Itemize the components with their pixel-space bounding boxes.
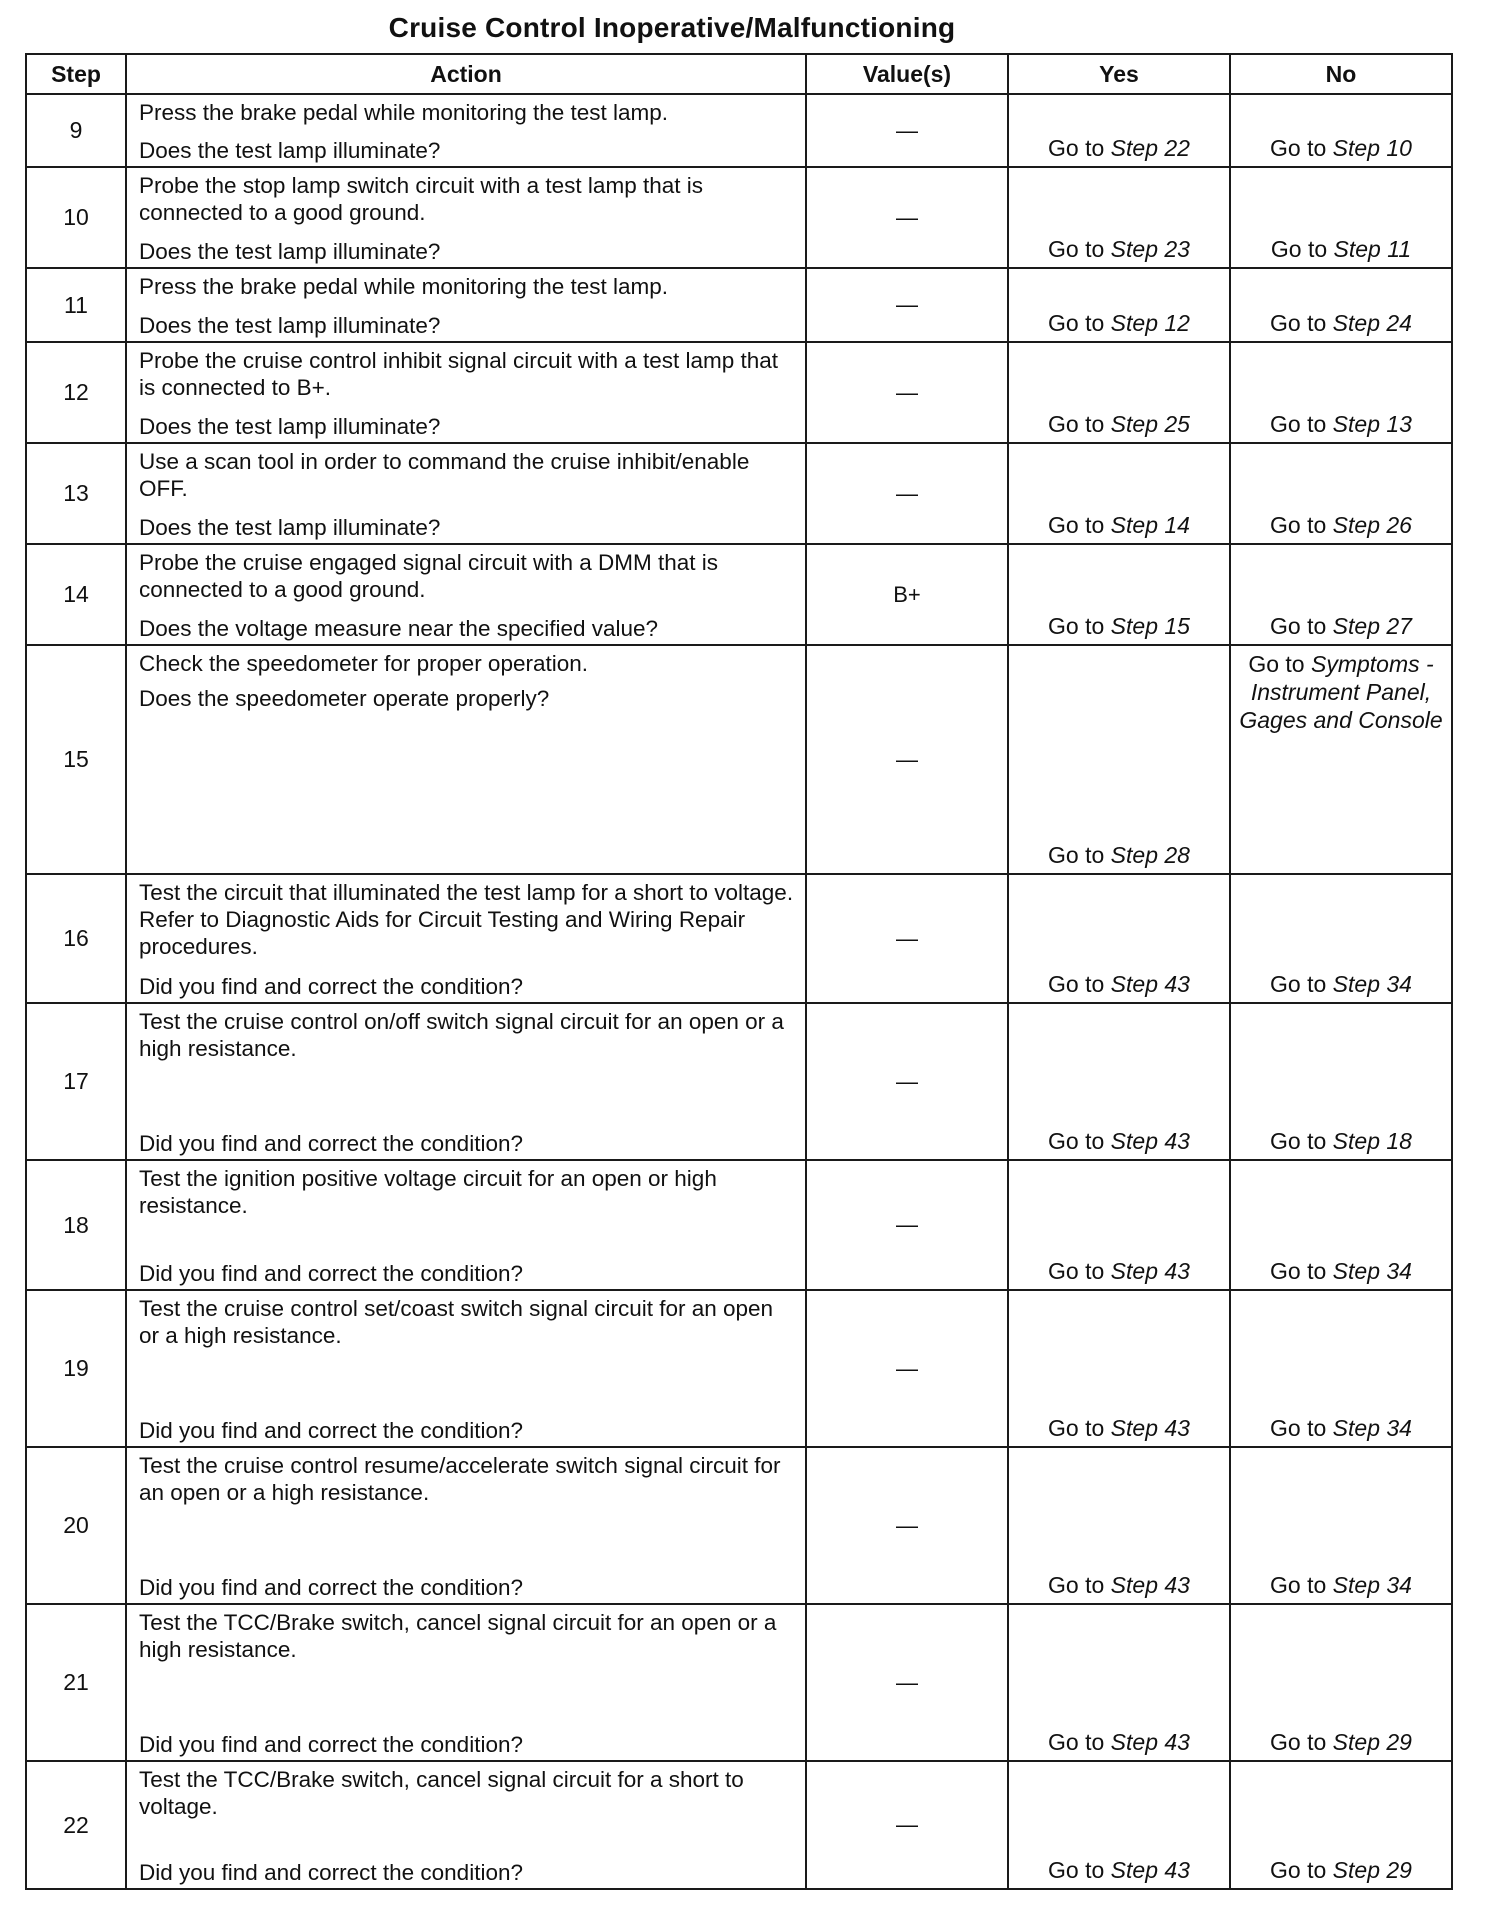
no-step-link[interactable]: Step 29	[1332, 1857, 1412, 1883]
no-step-link[interactable]: Step 10	[1332, 135, 1412, 161]
action-cell	[126, 1761, 806, 1889]
action-cell	[126, 544, 806, 645]
yes-step-link[interactable]: Step 12	[1110, 310, 1190, 336]
yes-step-link[interactable]: Step 14	[1110, 512, 1190, 538]
yes-cell[interactable]: Go to Step 43	[1008, 1447, 1230, 1604]
yes-step-link[interactable]: Step 43	[1110, 1729, 1190, 1755]
value-cell: —	[806, 645, 1008, 874]
value-cell: —	[806, 94, 1008, 167]
yes-cell[interactable]: Go to Step 43	[1008, 1761, 1230, 1889]
action-cell	[126, 1447, 806, 1604]
no-step-link[interactable]: Step 34	[1332, 1572, 1412, 1598]
no-cell[interactable]: Go to Step 29	[1230, 1604, 1452, 1761]
yes-step-link[interactable]: Step 43	[1110, 1258, 1190, 1284]
value-cell: B+	[806, 544, 1008, 645]
action-question: Does the voltage measure near the specified value?	[139, 616, 659, 641]
yes-cell[interactable]: Go to Step 25	[1008, 342, 1230, 443]
action-question: Does the speedometer operate properly?	[139, 686, 550, 711]
yes-cell[interactable]: Go to Step 23	[1008, 167, 1230, 268]
no-cell[interactable]: Go to Step 24	[1230, 268, 1452, 342]
yes-cell[interactable]: Go to Step 43	[1008, 1160, 1230, 1290]
step-number: 20	[26, 1447, 126, 1604]
table-row	[26, 645, 1452, 874]
action-text: Test the TCC/Brake switch, cancel signal circuit for a short to voltage.	[139, 1767, 744, 1819]
table-row	[26, 1761, 1452, 1889]
no-cell[interactable]: Go to Step 34	[1230, 1447, 1452, 1604]
no-step-link[interactable]: Step 26	[1332, 512, 1412, 538]
action-question: Did you find and correct the condition?	[139, 1418, 523, 1443]
table-row	[26, 874, 1452, 1003]
no-cell[interactable]: Go to Step 34	[1230, 1160, 1452, 1290]
yes-step-link[interactable]: Step 25	[1110, 411, 1190, 437]
yes-step-link[interactable]: Step 43	[1110, 1128, 1190, 1154]
yes-step-link[interactable]: Step 43	[1110, 1572, 1190, 1598]
yes-step-link[interactable]: Step 15	[1110, 613, 1190, 639]
yes-step-link[interactable]: Step 43	[1110, 1415, 1190, 1441]
no-step-link[interactable]: Step 34	[1332, 1258, 1412, 1284]
value-cell: —	[806, 268, 1008, 342]
yes-cell[interactable]: Go to Step 12	[1008, 268, 1230, 342]
table-row	[26, 1604, 1452, 1761]
action-cell	[126, 94, 806, 167]
value-cell: —	[806, 874, 1008, 1003]
yes-cell[interactable]: Go to Step 43	[1008, 874, 1230, 1003]
step-number: 11	[26, 268, 126, 342]
no-cell[interactable]: Go to Step 26	[1230, 443, 1452, 544]
value-cell: —	[806, 1160, 1008, 1290]
no-symptoms-link[interactable]: Symptoms - Instrument Panel, Gages and Console	[1239, 651, 1443, 733]
action-question: Does the test lamp illuminate?	[139, 239, 441, 264]
action-cell	[126, 443, 806, 544]
table-row	[26, 1447, 1452, 1604]
action-question: Did you find and correct the condition?	[139, 1860, 523, 1885]
table-row	[26, 443, 1452, 544]
action-question: Did you find and correct the condition?	[139, 1131, 523, 1156]
value-cell: —	[806, 443, 1008, 544]
no-step-link[interactable]: Step 29	[1332, 1729, 1412, 1755]
yes-cell[interactable]: Go to Step 15	[1008, 544, 1230, 645]
no-cell[interactable]: Go to Symptoms - Instrument Panel, Gages and Console	[1230, 645, 1452, 874]
step-number: 18	[26, 1160, 126, 1290]
no-cell[interactable]: Go to Step 18	[1230, 1003, 1452, 1160]
action-text: Press the brake pedal while monitoring the test lamp.	[139, 274, 669, 299]
action-text: Test the cruise control on/off switch signal circuit for an open or a high resistance.	[139, 1009, 784, 1061]
no-cell[interactable]: Go to Step 10	[1230, 94, 1452, 167]
value-cell: —	[806, 1761, 1008, 1889]
yes-cell[interactable]: Go to Step 43	[1008, 1604, 1230, 1761]
yes-cell[interactable]: Go to Step 14	[1008, 443, 1230, 544]
yes-step-link[interactable]: Step 43	[1110, 971, 1190, 997]
table-row	[26, 268, 1452, 342]
no-cell[interactable]: Go to Step 11	[1230, 167, 1452, 268]
action-question: Did you find and correct the condition?	[139, 974, 523, 999]
step-number: 15	[26, 645, 126, 874]
table-row	[26, 1160, 1452, 1290]
table-row	[26, 94, 1452, 167]
action-cell	[126, 1290, 806, 1447]
table-row	[26, 167, 1452, 268]
action-text: Test the TCC/Brake switch, cancel signal circuit for an open or a high resistance.	[139, 1610, 777, 1662]
no-step-link[interactable]: Step 34	[1332, 1415, 1412, 1441]
value-cell: —	[806, 1604, 1008, 1761]
action-cell	[126, 268, 806, 342]
yes-cell[interactable]: Go to Step 22	[1008, 94, 1230, 167]
action-question: Did you find and correct the condition?	[139, 1575, 523, 1600]
yes-step-link[interactable]: Step 28	[1110, 842, 1190, 868]
no-cell[interactable]: Go to Step 34	[1230, 1290, 1452, 1447]
action-question: Did you find and correct the condition?	[139, 1732, 523, 1757]
action-question: Does the test lamp illuminate?	[139, 138, 441, 163]
no-cell[interactable]: Go to Step 27	[1230, 544, 1452, 645]
action-text: Test the circuit that illuminated the test lamp for a short to voltage. Refer to Diagnostic Aids for Circuit Testing and Wiring Repair procedures.	[139, 880, 794, 959]
step-number: 9	[26, 94, 126, 167]
table-row	[26, 342, 1452, 443]
no-step-link[interactable]: Step 24	[1332, 310, 1412, 336]
no-step-link[interactable]: Step 18	[1332, 1128, 1412, 1154]
yes-step-link[interactable]: Step 22	[1110, 135, 1190, 161]
value-cell: —	[806, 342, 1008, 443]
action-question: Did you find and correct the condition?	[139, 1261, 523, 1286]
header-yes: Yes	[1008, 54, 1230, 94]
action-cell	[126, 1604, 806, 1761]
value-cell: —	[806, 1003, 1008, 1160]
action-text: Use a scan tool in order to command the cruise inhibit/enable OFF.	[139, 449, 750, 501]
table-row	[26, 544, 1452, 645]
action-cell	[126, 874, 806, 1003]
header-value: Value(s)	[806, 54, 1008, 94]
action-question: Does the test lamp illuminate?	[139, 515, 441, 540]
action-text: Test the cruise control resume/accelerate switch signal circuit for an open or a high resistance.	[139, 1453, 781, 1505]
action-cell	[126, 645, 806, 874]
page-title: Cruise Control Inoperative/Malfunctioning	[388, 12, 956, 43]
action-question: Does the test lamp illuminate?	[139, 313, 441, 338]
table-header-row	[26, 54, 1452, 94]
value-cell: —	[806, 1290, 1008, 1447]
table-row	[26, 1003, 1452, 1160]
action-text: Probe the cruise engaged signal circuit with a DMM that is connected to a good ground.	[139, 550, 719, 602]
yes-cell[interactable]: Go to Step 43	[1008, 1290, 1230, 1447]
table-row	[26, 1290, 1452, 1447]
action-question: Does the test lamp illuminate?	[139, 414, 441, 439]
header-action: Action	[126, 54, 806, 94]
no-step-link[interactable]: Step 27	[1332, 613, 1412, 639]
step-number: 16	[26, 874, 126, 1003]
header-step: Step	[26, 54, 126, 94]
yes-step-link[interactable]: Step 43	[1110, 1857, 1190, 1883]
step-number: 13	[26, 443, 126, 544]
no-cell[interactable]: Go to Step 13	[1230, 342, 1452, 443]
value-cell: —	[806, 1447, 1008, 1604]
step-number: 17	[26, 1003, 126, 1160]
action-text: Probe the stop lamp switch circuit with a test lamp that is connected to a good ground.	[139, 173, 703, 225]
header-no: No	[1230, 54, 1452, 94]
step-number: 22	[26, 1761, 126, 1889]
step-number: 12	[26, 342, 126, 443]
action-text: Test the cruise control set/coast switch signal circuit for an open or a high resistance.	[139, 1296, 774, 1348]
no-cell[interactable]: Go to Step 29	[1230, 1761, 1452, 1889]
yes-cell[interactable]: Go to Step 28	[1008, 645, 1230, 874]
step-number: 21	[26, 1604, 126, 1761]
action-cell	[126, 1160, 806, 1290]
action-cell	[126, 1003, 806, 1160]
no-step-link[interactable]: Step 11	[1333, 236, 1412, 262]
step-number: 10	[26, 167, 126, 268]
yes-step-link[interactable]: Step 23	[1110, 236, 1190, 262]
action-text: Probe the cruise control inhibit signal circuit with a test lamp that is connected to B+.	[139, 348, 779, 400]
step-number: 14	[26, 544, 126, 645]
action-text: Press the brake pedal while monitoring the test lamp.	[139, 100, 669, 125]
step-number: 19	[26, 1290, 126, 1447]
yes-cell[interactable]: Go to Step 43	[1008, 1003, 1230, 1160]
no-step-link[interactable]: Step 34	[1332, 971, 1412, 997]
no-cell[interactable]: Go to Step 34	[1230, 874, 1452, 1003]
action-text: Test the ignition positive voltage circuit for an open or high resistance.	[139, 1166, 717, 1218]
value-cell: —	[806, 167, 1008, 268]
action-cell	[126, 342, 806, 443]
no-step-link[interactable]: Step 13	[1332, 411, 1412, 437]
action-text: Check the speedometer for proper operation.	[139, 651, 589, 676]
action-cell	[126, 167, 806, 268]
diagnostic-table	[25, 53, 1453, 1890]
